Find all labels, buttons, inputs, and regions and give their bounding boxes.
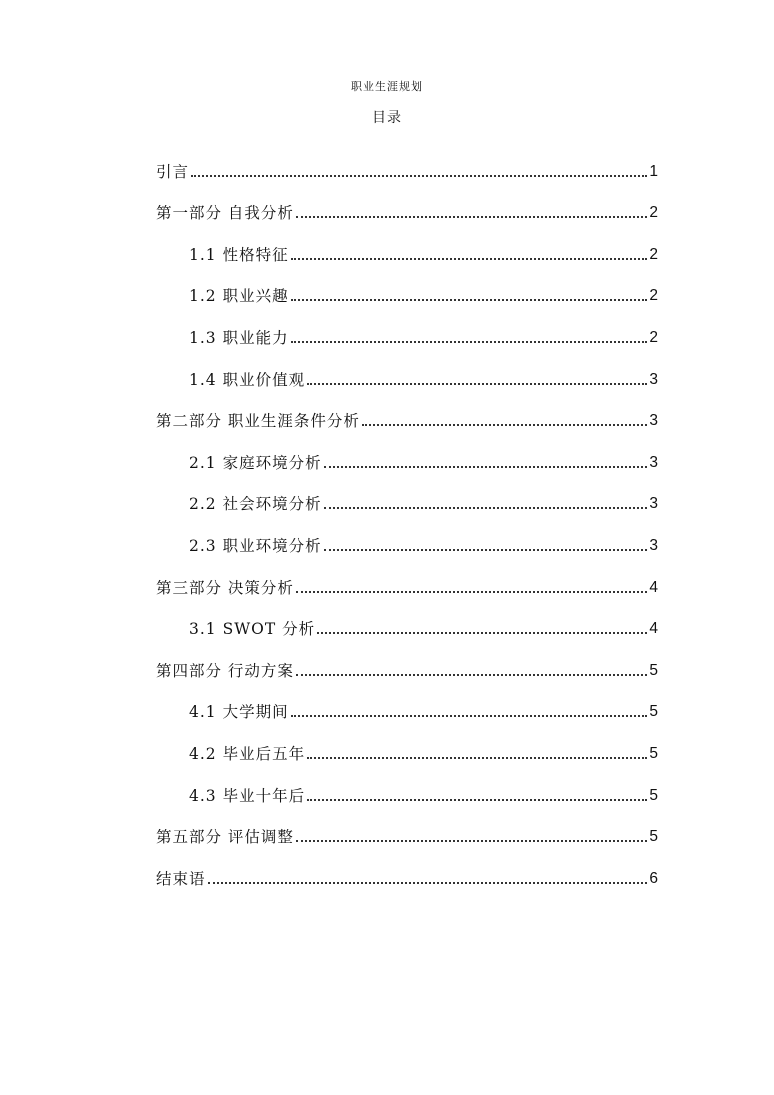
dot-leader <box>208 881 648 884</box>
toc-entry-3-1[interactable] <box>156 605 658 647</box>
toc-entry-label: 1.4 职业价值观 <box>189 370 306 389</box>
dot-leader <box>191 174 647 177</box>
toc-entry-page: 3 <box>649 370 658 388</box>
toc-entry-page: 5 <box>649 703 658 721</box>
toc-entry-2-3[interactable] <box>156 521 658 563</box>
toc-entry-page: 4 <box>649 620 658 638</box>
toc-entry-label: 第三部分 决策分析 <box>156 578 294 597</box>
dot-leader <box>307 798 647 801</box>
toc-entry-page: 5 <box>649 828 658 846</box>
dot-leader <box>307 756 647 759</box>
toc-entry-page: 3 <box>649 453 658 471</box>
table-of-contents <box>156 147 658 896</box>
toc-entry-4-1[interactable] <box>156 688 658 730</box>
dot-leader <box>324 506 648 509</box>
toc-entry-part-3[interactable] <box>156 563 658 605</box>
dot-leader <box>317 631 647 634</box>
toc-entry-page: 2 <box>649 204 658 222</box>
toc-entry-page: 4 <box>649 578 658 596</box>
toc-entry-introduction[interactable] <box>156 147 658 189</box>
toc-entry-1-4[interactable] <box>156 355 658 397</box>
toc-entry-page: 2 <box>649 328 658 346</box>
toc-entry-page: 3 <box>649 495 658 513</box>
toc-entry-page: 3 <box>649 412 658 430</box>
toc-entry-label: 1.2 职业兴趣 <box>189 287 289 306</box>
toc-entry-label: 3.1 SWOT 分析 <box>189 620 316 639</box>
toc-entry-page: 5 <box>649 786 658 804</box>
toc-entry-label: 2.2 社会环境分析 <box>189 495 322 514</box>
toc-entry-page: 2 <box>649 287 658 305</box>
toc-title: 目录 <box>372 110 402 126</box>
toc-entry-part-5[interactable] <box>156 813 658 855</box>
toc-entry-label: 引言 <box>156 162 190 181</box>
toc-entry-label: 第四部分 行动方案 <box>156 661 294 680</box>
toc-entry-page: 6 <box>649 869 658 887</box>
toc-entry-label: 4.3 毕业十年后 <box>189 786 306 805</box>
toc-entry-2-1[interactable] <box>156 438 658 480</box>
dot-leader <box>291 257 648 260</box>
toc-entry-page: 2 <box>649 245 658 263</box>
dot-leader <box>291 340 648 343</box>
toc-entry-label: 1.3 职业能力 <box>189 328 289 347</box>
dot-leader <box>291 298 648 301</box>
toc-entry-label: 2.1 家庭环境分析 <box>189 453 322 472</box>
dot-leader <box>362 423 647 426</box>
toc-entry-label: 第二部分 职业生涯条件分析 <box>156 412 360 431</box>
dot-leader <box>307 382 647 385</box>
toc-entry-label: 4.1 大学期间 <box>189 703 289 722</box>
toc-entry-label: 第五部分 评估调整 <box>156 828 294 847</box>
dot-leader <box>296 590 647 593</box>
dot-leader <box>291 714 648 717</box>
dot-leader <box>296 673 647 676</box>
toc-entry-label: 1.1 性格特征 <box>189 245 289 264</box>
dot-leader <box>324 548 648 551</box>
toc-entry-part-2[interactable] <box>156 397 658 439</box>
dot-leader <box>296 839 647 842</box>
document-header: 职业生涯规划 <box>351 80 423 93</box>
toc-entry-1-2[interactable] <box>156 272 658 314</box>
dot-leader <box>324 465 648 468</box>
toc-entry-page: 5 <box>649 744 658 762</box>
toc-entry-label: 第一部分 自我分析 <box>156 204 294 223</box>
toc-entry-1-1[interactable] <box>156 230 658 272</box>
toc-entry-label: 结束语 <box>156 869 206 888</box>
toc-entry-conclusion[interactable] <box>156 854 658 896</box>
toc-entry-page: 1 <box>649 162 658 180</box>
toc-entry-4-2[interactable] <box>156 729 658 771</box>
toc-entry-page: 5 <box>649 661 658 679</box>
toc-entry-1-3[interactable] <box>156 313 658 355</box>
toc-entry-part-4[interactable] <box>156 646 658 688</box>
toc-entry-part-1[interactable] <box>156 189 658 231</box>
toc-entry-4-3[interactable] <box>156 771 658 813</box>
toc-entry-label: 2.3 职业环境分析 <box>189 536 322 555</box>
toc-entry-2-2[interactable] <box>156 480 658 522</box>
toc-entry-label: 4.2 毕业后五年 <box>189 744 306 763</box>
dot-leader <box>296 215 647 218</box>
toc-entry-page: 3 <box>649 536 658 554</box>
